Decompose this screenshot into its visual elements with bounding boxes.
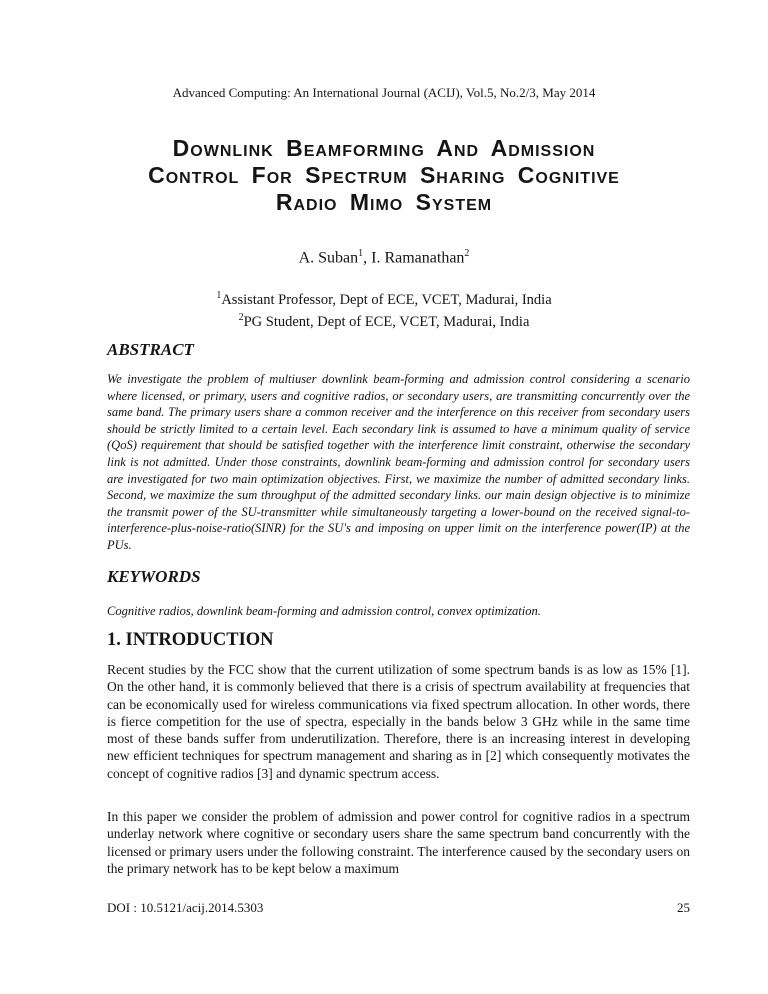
paper-title [0,135,768,216]
affiliation-1 [0,287,768,309]
page-number: 25 [677,900,690,915]
paper-title-line-3: Radio Mimo System [275,189,493,215]
affiliation-1-superscript: 1 [216,290,222,301]
affiliation-2-text: PG Student, Dept of ECE, VCET, Madurai, India [243,314,530,331]
authors-separator: , [363,249,372,267]
author-2-name: I. Ramanathan [371,249,465,267]
author-2-superscript: 2 [464,248,470,259]
affiliation-2 [0,309,768,331]
doi-text: DOI : 10.5121/acij.2014.5303 [107,900,264,915]
author-1-superscript: 1 [358,248,364,259]
journal-header: Advanced Computing: An International Journal (ACIJ), Vol.5, No.2/3, May 2014 [172,85,596,100]
affiliation-2-superscript: 2 [238,312,244,324]
abstract-heading: ABSTRACT [107,340,194,359]
affiliation-1-text: Assistant Professor, Dept of ECE, VCET, Madurai, India [221,291,552,308]
paper-title-line-2: Control For Spectrum Sharing Cognitive [148,162,620,188]
introduction-heading: 1. INTRODUCTION [107,630,274,650]
keywords-heading: KEYWORDS [107,567,201,586]
author-1-name: A. Suban [298,249,359,267]
page-footer [107,900,690,916]
paper-title-line-1: Downlink Beamforming And Admission [172,135,596,161]
introduction-paragraph-1: Recent studies by the FCC show that the current utilization of some spectrum bands is as low as 15% [1]. On the other hand, it is commonly believed that there is a crisis of spectrum availability at frequencies that can be economically used for wireless communications via fixed spectrum allocation. In other words, there is fierce competition for the use of spectra, especially in the bands below 3 GHz while in the same time most of these bands suffer from underutilization. Therefore, there is an increasing interest in developing new efficient techniques for spectrum management and sharing as in [2] which consequently motivates the concept of cognitive radios [3] and dynamic spectrum access. [107,662,690,781]
abstract-text: We investigate the problem of multiuser downlink beam-forming and admission control considering a scenario where licensed, or primary, users and cognitive radios, or secondary users, are transmitting concurrently over the same band. The primary users share a common receiver and the interference on this receiver from secondary users should be strictly limited to a certain level. Each secondary link is assumed to have a minimum quality of service (QoS) requirement that should be satisfied together with the interference limit constraint, otherwise the secondary link is not admitted. Under those constraints, downlink beam-forming and admission control for secondary users are investigated for two main optimization objectives. First, we maximize the number of admitted secondary links. Second, we maximize the sum throughput of the admitted secondary links. our main design objective is to minimize the transmit power of the SU-transmitter while simultaneously targeting a lower-bound on the received signal-to-interference-plus-noise-ratio(SINR) for the SU's and imposing on upper limit on the interference power(IP) at the PUs. [107,372,690,552]
keywords-text: Cognitive radios, downlink beam-forming and admission control, convex optimization. [107,604,541,618]
affiliations [0,287,768,332]
introduction-paragraph-2: In this paper we consider the problem of admission and power control for cognitive radios in a spectrum underlay network where cognitive or secondary users share the same spectrum band concurrently with the licensed or primary users under the following constraint. The interference caused by the secondary users on the primary network has to be kept below a maximum [107,809,690,876]
authors-line [0,248,768,267]
